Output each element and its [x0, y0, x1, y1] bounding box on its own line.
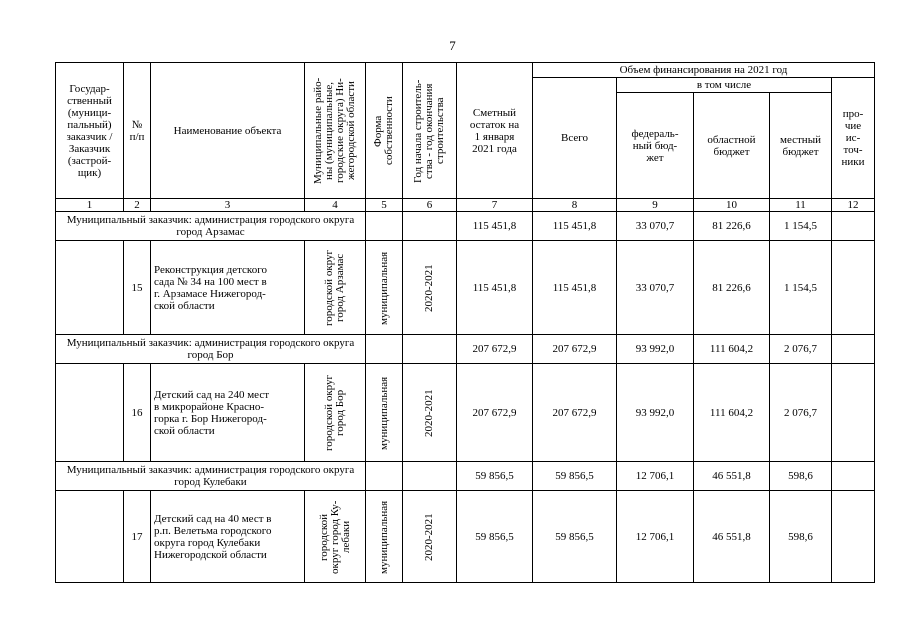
table-row: [56, 462, 875, 491]
other-value: [832, 241, 875, 335]
regional-value: 81 226,6: [694, 212, 770, 241]
local-value: 2 076,7: [770, 364, 832, 462]
object-name: Детский сад на 40 мест в р.п. Велетьма городского округа город Кулебаки Нижегородской области: [151, 491, 305, 583]
customer-group-label: Муниципальный заказчик: администрация городского округа город Арзамас: [56, 212, 366, 241]
table-row: [56, 212, 875, 241]
total-value: 59 856,5: [533, 462, 617, 491]
empty-cell: [403, 212, 457, 241]
empty-cell: [366, 335, 403, 364]
object-name: Детский сад на 240 мест в микрорайоне Красно- горка г. Бор Нижегород- ской области: [151, 364, 305, 462]
regional-value: 46 551,8: [694, 462, 770, 491]
federal-value: 33 070,7: [617, 241, 694, 335]
years-cell: 2020-2021: [403, 491, 457, 583]
header-total: Всего: [533, 78, 617, 199]
ownership-cell: муниципальная: [366, 364, 403, 462]
index-cell: 2: [124, 199, 151, 212]
local-value: 2 076,7: [770, 335, 832, 364]
estimate-balance-value: 207 672,9: [457, 364, 533, 462]
years-cell: 2020-2021: [403, 364, 457, 462]
header-customer: Государ- ственный (муници- пальный) заказчик / Заказчик (застрой- щик): [56, 63, 124, 199]
table-row: [56, 335, 875, 364]
empty-cell: [403, 462, 457, 491]
index-cell: 8: [533, 199, 617, 212]
other-value: [832, 335, 875, 364]
header-federal-budget: федераль- ный бюд- жет: [617, 93, 694, 199]
index-cell: 9: [617, 199, 694, 212]
empty-cell: [366, 462, 403, 491]
page-number: 7: [449, 38, 456, 53]
index-cell: 3: [151, 199, 305, 212]
empty-cell: [403, 335, 457, 364]
header-number: № п/п: [124, 63, 151, 199]
total-value: 59 856,5: [533, 491, 617, 583]
header-regional-budget: областной бюджет: [694, 93, 770, 199]
local-value: 1 154,5: [770, 241, 832, 335]
header-including: в том числе: [617, 78, 832, 93]
customer-group-label: Муниципальный заказчик: администрация городского округа город Бор: [56, 335, 366, 364]
index-cell: 11: [770, 199, 832, 212]
item-number: 16: [124, 364, 151, 462]
other-value: [832, 364, 875, 462]
index-cell: 6: [403, 199, 457, 212]
index-cell: 10: [694, 199, 770, 212]
ownership-cell: муниципальная: [366, 491, 403, 583]
header-ownership: Форма собственности: [366, 63, 403, 199]
table-row: [56, 241, 875, 335]
local-value: 1 154,5: [770, 212, 832, 241]
estimate-balance-value: 115 451,8: [457, 241, 533, 335]
index-cell: 7: [457, 199, 533, 212]
financing-table: [55, 62, 875, 583]
other-value: [832, 462, 875, 491]
ownership-cell: муниципальная: [366, 241, 403, 335]
empty-cell: [366, 212, 403, 241]
total-value: 207 672,9: [533, 364, 617, 462]
federal-value: 93 992,0: [617, 364, 694, 462]
header-years: Год начала строитель- ства - год окончания строительства: [403, 63, 457, 199]
item-number: 17: [124, 491, 151, 583]
customer-group-label: Муниципальный заказчик: администрация городского округа город Кулебаки: [56, 462, 366, 491]
district-cell: городской округ город Ку- лебаки: [305, 491, 366, 583]
local-value: 598,6: [770, 491, 832, 583]
federal-value: 93 992,0: [617, 335, 694, 364]
regional-value: 46 551,8: [694, 491, 770, 583]
federal-value: 12 706,1: [617, 462, 694, 491]
header-district: Муниципальные райо- ны (муниципальные, городские округа) Ни- жегородской области: [305, 63, 366, 199]
index-cell: 1: [56, 199, 124, 212]
index-cell: 12: [832, 199, 875, 212]
regional-value: 111 604,2: [694, 364, 770, 462]
years-cell: 2020-2021: [403, 241, 457, 335]
header-other-sources: про- чие ис- точ- ники: [832, 78, 875, 199]
estimate-balance-value: 115 451,8: [457, 212, 533, 241]
empty-cell: [56, 364, 124, 462]
total-value: 115 451,8: [533, 212, 617, 241]
estimate-balance-value: 207 672,9: [457, 335, 533, 364]
estimate-balance-value: 59 856,5: [457, 462, 533, 491]
column-index-row: [56, 199, 875, 212]
local-value: 598,6: [770, 462, 832, 491]
other-value: [832, 491, 875, 583]
estimate-balance-value: 59 856,5: [457, 491, 533, 583]
header-local-budget: местный бюджет: [770, 93, 832, 199]
total-value: 207 672,9: [533, 335, 617, 364]
table-row: [56, 364, 875, 462]
table-row: [56, 491, 875, 583]
empty-cell: [56, 241, 124, 335]
regional-value: 111 604,2: [694, 335, 770, 364]
header-financing: Объем финансирования на 2021 год: [533, 63, 875, 78]
header-object-name: Наименование объекта: [151, 63, 305, 199]
object-name: Реконструкция детского сада № 34 на 100 мест в г. Арзамасе Нижегород- ской области: [151, 241, 305, 335]
index-cell: 5: [366, 199, 403, 212]
total-value: 115 451,8: [533, 241, 617, 335]
federal-value: 33 070,7: [617, 212, 694, 241]
header-estimate-balance: Сметный остаток на 1 января 2021 года: [457, 63, 533, 199]
item-number: 15: [124, 241, 151, 335]
district-cell: городской округ город Арзамас: [305, 241, 366, 335]
regional-value: 81 226,6: [694, 241, 770, 335]
index-cell: 4: [305, 199, 366, 212]
federal-value: 12 706,1: [617, 491, 694, 583]
other-value: [832, 212, 875, 241]
district-cell: городской округ город Бор: [305, 364, 366, 462]
empty-cell: [56, 491, 124, 583]
